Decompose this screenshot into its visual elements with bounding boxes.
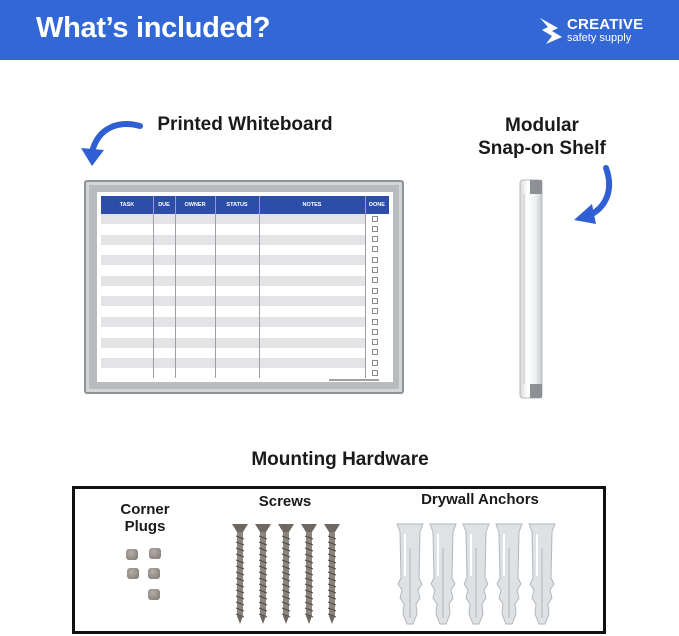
done-checkbox (372, 246, 378, 252)
done-checkbox (372, 308, 378, 314)
hardware-label: Mounting Hardware (251, 449, 429, 470)
corner-plugs-label-line1: Corner (120, 501, 170, 518)
whiteboard-row (101, 214, 365, 224)
screws-group (228, 520, 348, 626)
brand-logo (538, 14, 668, 48)
screws-label: Screws (258, 493, 312, 510)
done-checkbox (372, 226, 378, 232)
logo-icon (538, 14, 564, 48)
header-banner (0, 0, 679, 60)
whiteboard-brand-mark (329, 379, 379, 381)
corner-plugs-label-line2: Plugs (124, 518, 166, 535)
curved-arrow-icon (572, 164, 618, 226)
whiteboard-row (101, 235, 365, 245)
column-task: TASK (119, 202, 135, 208)
done-checkbox (372, 236, 378, 242)
corner-plug (148, 568, 160, 579)
done-checkbox (372, 339, 378, 345)
screw (232, 524, 248, 624)
corner-plug (149, 548, 161, 559)
done-checkbox (372, 216, 378, 222)
done-checkbox (372, 257, 378, 263)
column-status: STATUS (226, 202, 248, 208)
column-divider (259, 196, 260, 378)
whiteboard-row (101, 317, 365, 327)
whiteboard-label: Printed Whiteboard (157, 114, 333, 135)
whiteboard-rows (101, 214, 389, 378)
drywall-anchor (397, 524, 423, 624)
done-checkbox (372, 267, 378, 273)
corner-plug (127, 568, 139, 579)
corner-plugs-label (110, 501, 180, 535)
column-done: DONE (369, 202, 385, 208)
page-title: What’s included? (36, 12, 271, 44)
drywall-anchor (430, 524, 456, 624)
done-checkbox (372, 277, 378, 283)
column-divider (215, 196, 216, 378)
screw (255, 524, 271, 624)
whiteboard-row (101, 358, 365, 368)
whiteboard-row (101, 276, 365, 286)
column-divider (153, 196, 154, 378)
drywall-anchor (496, 524, 522, 624)
anchors-label: Drywall Anchors (421, 491, 539, 508)
whiteboard-row (101, 296, 365, 306)
screw (301, 524, 317, 624)
corner-plug (126, 549, 138, 560)
anchors-group (392, 518, 572, 628)
done-checkbox (372, 319, 378, 325)
done-checkbox (372, 288, 378, 294)
snap-on-shelf (512, 178, 550, 400)
screw (324, 524, 340, 624)
done-checkbox (372, 329, 378, 335)
screw (278, 524, 294, 624)
done-checkbox (372, 360, 378, 366)
printed-whiteboard (84, 180, 404, 394)
curved-arrow-icon (78, 118, 144, 170)
whiteboard-row (101, 255, 365, 265)
shelf-label-line1: Modular (505, 115, 579, 136)
column-divider (365, 196, 366, 378)
drywall-anchor (463, 524, 489, 624)
drywall-anchor (529, 524, 555, 624)
whiteboard-row (101, 338, 365, 348)
whiteboard-surface (97, 192, 393, 382)
done-checkbox (372, 298, 378, 304)
column-divider (175, 196, 176, 378)
column-due: DUE (158, 202, 170, 208)
corner-plug (148, 589, 160, 600)
column-notes: NOTES (302, 202, 322, 208)
done-checkbox (372, 370, 378, 376)
whiteboard-header-row (101, 196, 389, 214)
logo-sub-text: safety supply (567, 32, 632, 44)
done-checkbox (372, 349, 378, 355)
column-owner: OWNER (184, 202, 206, 208)
shelf-label (470, 114, 614, 160)
shelf-label-line2: Snap-on Shelf (478, 138, 606, 159)
logo-main-text: CREATIVE (567, 16, 644, 33)
